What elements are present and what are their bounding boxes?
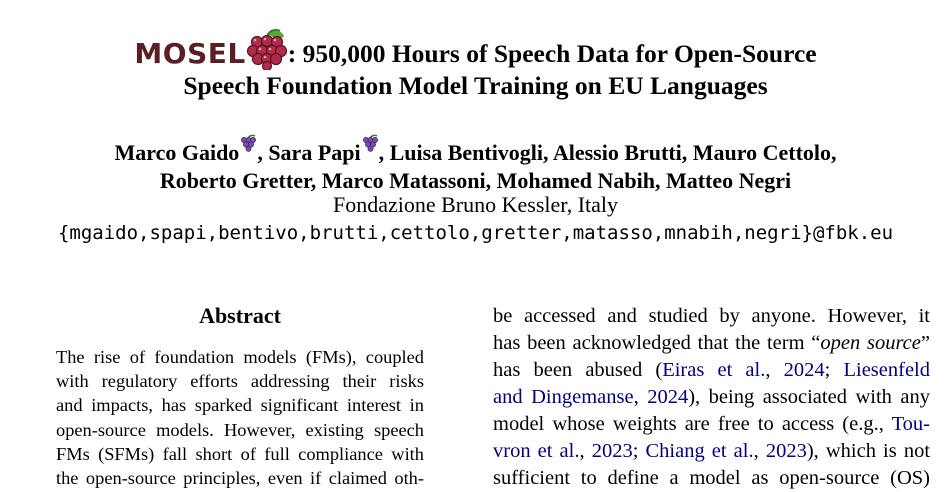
body-text: ” <box>920 332 930 354</box>
body-text: , <box>633 386 648 408</box>
citation-link[interactable]: and Dingemanse <box>493 386 634 408</box>
body-line: be accessed and studied by anyone. However, it <box>493 305 930 327</box>
citation-link[interactable]: Liesenfeld <box>843 359 930 381</box>
intro-column <box>493 303 930 492</box>
body-line <box>493 357 930 384</box>
body-line <box>493 411 930 438</box>
author-line-2: Roberto Gretter, Marco Matassoni, Mohamed Nabih, Matteo Negri <box>159 168 792 193</box>
body-text: model whose weights are free to access (e.g., <box>493 413 892 435</box>
paper-title <box>0 28 951 101</box>
citation-link[interactable]: Chiang et al. <box>645 440 754 462</box>
body-text: ; <box>632 440 646 462</box>
emphasis-open-source: open source <box>820 332 921 354</box>
abstract-line: open-source models. However, existing speech <box>56 419 424 440</box>
citation-year-link[interactable]: 2024 <box>783 359 825 381</box>
body-text: , <box>753 440 766 462</box>
abstract-line: the open-source principles, even if claimed oth- <box>56 468 424 489</box>
mosel-logo-text: MOSEL <box>134 37 246 70</box>
body-text: has been abused ( <box>493 359 663 381</box>
body-text: ; <box>824 359 844 381</box>
citation-year-link[interactable]: 2023 <box>765 440 807 462</box>
abstract-heading: Abstract <box>199 303 281 328</box>
title-line-1 <box>0 28 951 70</box>
citation-link[interactable]: vron et al. <box>493 440 580 462</box>
body-text: ), being associated with any <box>688 386 930 408</box>
grapes-icon <box>361 134 379 152</box>
body-line <box>493 330 930 357</box>
body-text: has been acknowledged that the term “ <box>493 332 821 354</box>
title-line-1-text: : 950,000 Hours of Speech Data for Open-Source <box>287 39 817 68</box>
abstract-line: The rise of foundation models (FMs), coupled <box>56 347 424 367</box>
author-name: Sara Papi <box>268 140 361 165</box>
body-line <box>493 438 930 465</box>
author-name: Marco Gaido <box>114 140 240 165</box>
body-text: , <box>579 440 592 462</box>
abstract-body <box>56 345 424 490</box>
author-sep: , <box>378 140 390 165</box>
body-line <box>493 384 930 411</box>
body-text: ), which is not <box>806 440 931 462</box>
grapes-icon <box>247 28 287 70</box>
title-line-2: Speech Foundation Model Training on EU Languages <box>183 71 768 100</box>
abstract-line: with regulatory efforts addressing their risks <box>56 371 424 392</box>
affiliation: Fondazione Bruno Kessler, Italy <box>332 192 619 217</box>
author-line-1 <box>0 134 951 167</box>
citation-year-link[interactable]: 2023 <box>591 440 633 462</box>
citation-link[interactable]: Eiras et al. <box>662 359 766 381</box>
email-address: {mgaido,spapi,bentivo,brutti,cettolo,gretter,matasso,mnabih,negri}@fbk.eu <box>57 222 894 244</box>
citation-year-link[interactable]: 2024 <box>647 386 689 408</box>
body-line: sufficient to define a model as open-source (OS) <box>493 467 930 489</box>
grapes-icon <box>239 134 257 152</box>
abstract-line: FMs (SFMs) fall short of full compliance with <box>56 443 424 464</box>
author-names: Luisa Bentivogli, Alessio Brutti, Mauro Cettolo, <box>389 140 837 165</box>
author-sep: , <box>257 140 269 165</box>
citation-link[interactable]: Tou- <box>891 413 930 435</box>
abstract-line: and impacts, has sparked significant interest in <box>56 395 424 416</box>
body-text: , <box>765 359 784 381</box>
author-list <box>0 134 951 195</box>
